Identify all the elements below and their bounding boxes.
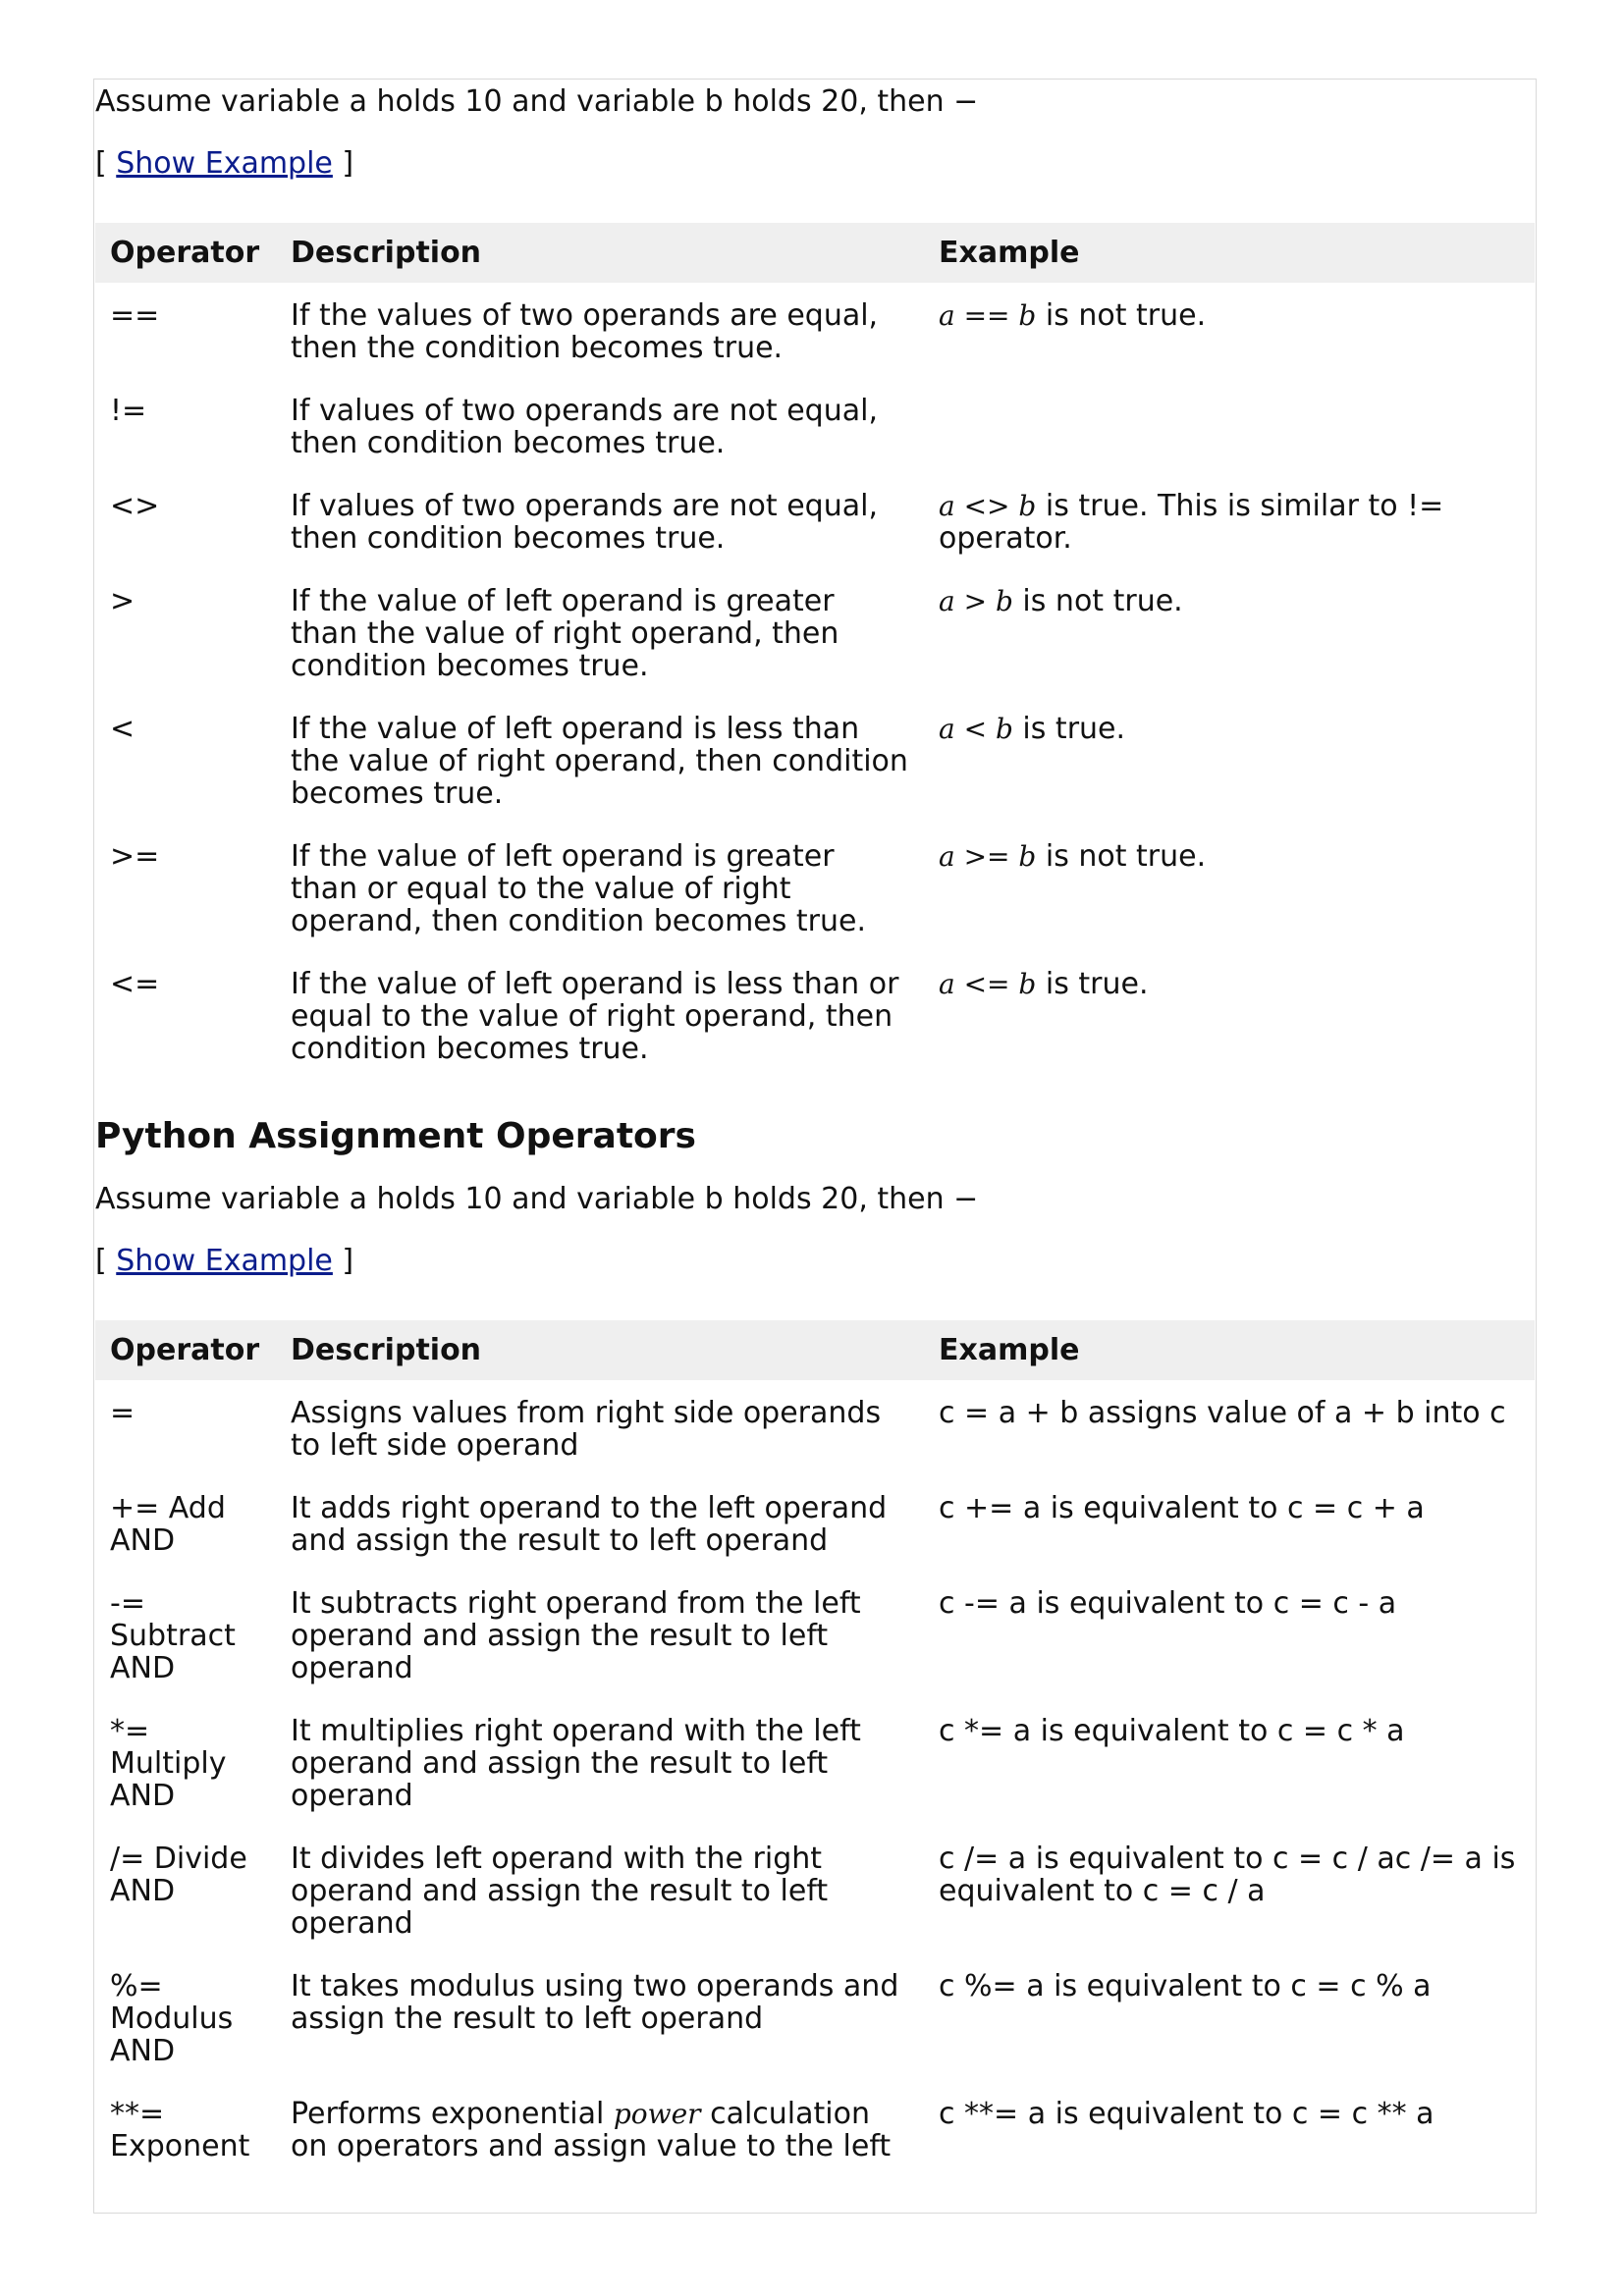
table-row [95,568,1535,696]
header-operator: Operator [95,1320,276,1380]
table-row [95,1953,1535,2081]
example-cell: c %= a is equivalent to c = c % a [939,1969,1432,2003]
bracket-close: ] [332,1244,354,1278]
description-text: Performs exponential [291,2097,614,2131]
assignment-show-example [95,1245,1535,1277]
table-row [95,1571,1535,1698]
example-text: is not true. [1036,298,1207,333]
assignment-intro: Assume variable a holds 10 and variable b holds 20, then − [95,1182,979,1216]
example-cell [924,568,1535,696]
operator-cell: <> [110,489,160,523]
example-math: a < b [939,713,1013,745]
operator-cell: > [110,584,135,618]
page-frame [93,79,1537,2214]
table-row [95,824,1535,951]
table-row [95,696,1535,824]
example-cell: c *= a is equivalent to c = c * a [939,1714,1405,1748]
example-text: is true. [1036,967,1149,1001]
description-cell: If the values of two operands are equal, then the condition becomes true. [291,298,879,365]
example-cell: c = a + b assigns value of a + b into c [939,1396,1506,1430]
table-row [95,951,1535,1079]
comparison-intro: Assume variable a holds 10 and variable b holds 20, then − [95,84,979,119]
comparison-operators-table [95,223,1535,1079]
assignment-operators-table [95,1320,1535,2176]
show-example-link[interactable]: Show Example [116,1244,333,1278]
example-math: a <> b [939,490,1037,522]
header-example: Example [924,1320,1535,1380]
description-cell: If the value of left operand is less than the value of right operand, then condition becomes true. [291,712,908,811]
example-cell: c **= a is equivalent to c = c ** a [939,2097,1434,2131]
table-row [95,1826,1535,1953]
description-cell: It multiplies right operand with the left operand and assign the result to left operand [291,1714,861,1813]
operator-cell: -= Subtract AND [110,1586,236,1685]
example-math: a <= b [939,968,1037,1000]
bracket-open: [ [95,146,117,181]
comparison-show-example [95,147,1535,180]
page-content [95,80,1535,2176]
example-cell [924,696,1535,824]
table-row [95,1698,1535,1826]
operator-cell: += Add AND [110,1491,226,1558]
description-cell: If values of two operands are not equal, then condition becomes true. [291,394,878,460]
example-math: a >= b [939,840,1037,873]
table-row [95,1475,1535,1571]
table-row [95,283,1535,378]
example-text: is not true. [1036,839,1207,874]
description-cell: It takes modulus using two operands and assign the result to left operand [291,1969,899,2036]
description-text: calculation on operators and assign value to the left [291,2097,892,2163]
operator-cell: %= Modulus AND [110,1969,234,2068]
header-example: Example [924,223,1535,283]
header-description: Description [276,1320,924,1380]
table-header-row [95,1320,1535,1380]
example-cell: c /= a is equivalent to c = c / ac /= a is equivalent to c = c / a [939,1842,1516,1908]
operator-cell: != [110,394,147,428]
description-cell: If values of two operands are not equal, then condition becomes true. [291,489,878,556]
example-cell [924,951,1535,1079]
description-cell: Assigns values from right side operands to left side operand [291,1396,882,1463]
description-cell: If the value of left operand is greater than the value of right operand, then condition becomes true. [291,584,839,683]
operator-cell: = [110,1396,135,1430]
example-cell [924,283,1535,378]
description-cell: If the value of left operand is greater than or equal to the value of right operand, then condition becomes true. [291,839,867,938]
header-operator: Operator [95,223,276,283]
example-text: is not true. [1012,584,1183,618]
table-row [95,1380,1535,1475]
example-text: is true. This is similar to != operator. [939,489,1444,556]
example-text: is true. [1012,712,1126,746]
example-cell [924,378,1535,473]
table-row [95,378,1535,473]
example-cell: c += a is equivalent to c = c + a [939,1491,1425,1525]
header-description: Description [276,223,924,283]
description-cell: It divides left operand with the right operand and assign the result to left operand [291,1842,829,1941]
description-cell: It subtracts right operand from the left operand and assign the result to left operand [291,1586,861,1685]
operator-cell: /= Divide AND [110,1842,247,1908]
assignment-section-title: Python Assignment Operators [95,1116,696,1156]
description-cell [276,2081,924,2176]
operator-cell: <= [110,967,160,1001]
example-math: a > b [939,585,1013,617]
operator-cell: *= Multiply AND [110,1714,227,1813]
description-math: power [613,2098,701,2130]
description-cell: If the value of left operand is less than or equal to the value of right operand, then condition becomes true. [291,967,899,1066]
operator-cell: >= [110,839,160,874]
table-row [95,2081,1535,2176]
description-cell: It adds right operand to the left operand and assign the result to left operand [291,1491,888,1558]
operator-cell: < [110,712,135,746]
table-row [95,473,1535,568]
bracket-close: ] [332,146,354,181]
example-cell [924,473,1535,568]
example-cell: c -= a is equivalent to c = c - a [939,1586,1397,1621]
bracket-open: [ [95,1244,117,1278]
operator-cell: **= Exponent [110,2097,250,2163]
example-cell [924,824,1535,951]
show-example-link[interactable]: Show Example [116,146,333,181]
table-header-row [95,223,1535,283]
example-math: a == b [939,299,1037,332]
operator-cell: == [110,298,160,333]
